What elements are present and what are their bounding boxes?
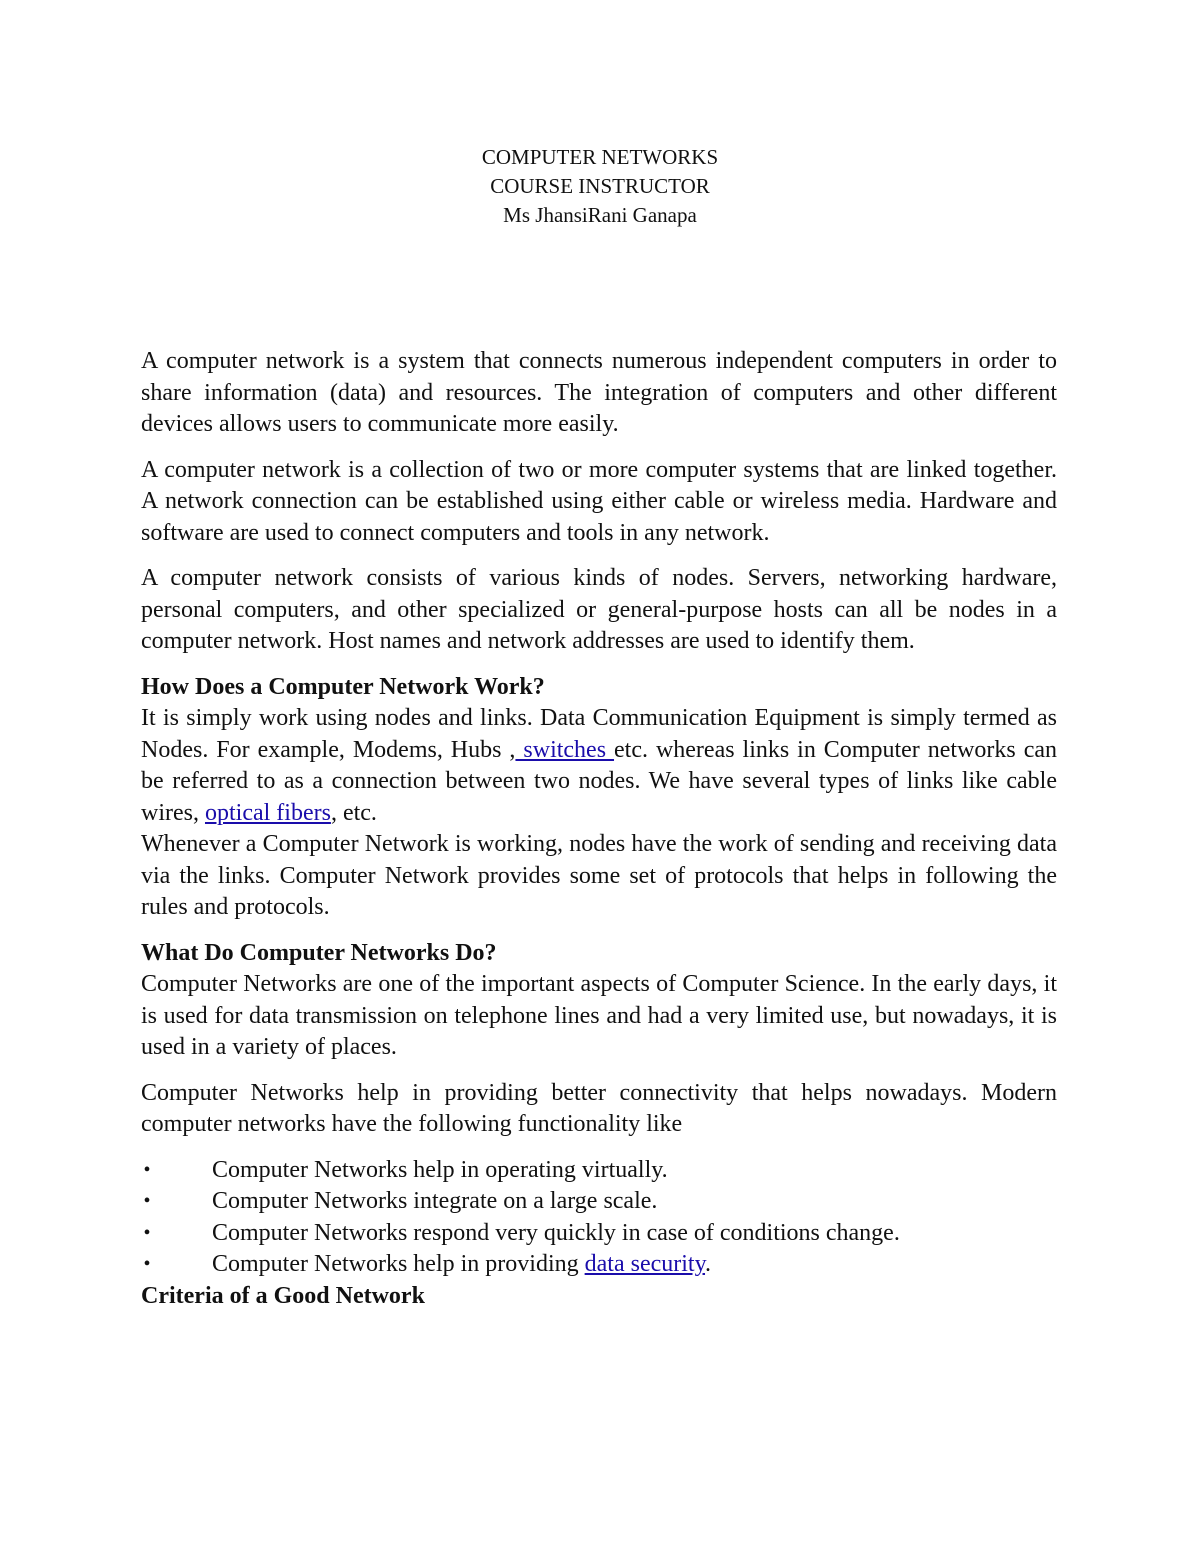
list-item-text: Computer Networks help in operating virtually. xyxy=(212,1156,668,1183)
bullet-icon: • xyxy=(143,1190,151,1212)
list-item xyxy=(141,1186,1057,1218)
switches-link[interactable]: switches xyxy=(515,736,615,763)
bullet-icon: • xyxy=(143,1221,151,1244)
title-block xyxy=(0,143,1200,230)
bullet-icon: • xyxy=(143,1253,151,1275)
bullet-icon: • xyxy=(143,1158,151,1181)
what-do-paragraph-1: Computer Networks are one of the important aspects of Computer Science. In the early days, it is used for data transmission on telephone lines and had a very limited use, but nowadays, it is used in a variety of places. xyxy=(141,971,1057,1060)
text-span: It is simply work using nodes and links. Data Communication Equipment is simply termed as Nodes. For example, Modems, Hubs , xyxy=(141,705,1057,763)
data-security-link[interactable]: data security xyxy=(584,1251,706,1277)
instructor-label: COURSE INSTRUCTOR xyxy=(490,174,710,198)
optical-fibers-link[interactable]: optical fibers xyxy=(204,799,331,826)
section-heading-how-work: How Does a Computer Network Work? xyxy=(141,673,545,700)
list-item xyxy=(141,1218,1057,1250)
intro-paragraph-3: A computer network consists of various kinds of nodes. Servers, networking hardware, personal computers, and other specialized or general-purpose hosts can all be nodes in a computer network. Host names and network addresses are used to identify them. xyxy=(141,565,1057,654)
list-item-text: Computer Networks respond very quickly in case of conditions change. xyxy=(212,1219,900,1246)
what-do-paragraph-2: Computer Networks help in providing better connectivity that helps nowadays. Modern computer networks have the following functionality like xyxy=(141,1079,1057,1137)
list-item-text: Computer Networks help in providing xyxy=(212,1251,585,1277)
list-item xyxy=(141,1249,1057,1281)
course-title: COMPUTER NETWORKS xyxy=(481,145,719,169)
functionality-list xyxy=(141,1155,1057,1281)
text-span: etc. whereas links in Computer networks can be referred to as a connection between two nodes. We have several types of links like cable wires, xyxy=(141,736,1057,826)
text-span: . xyxy=(705,1251,712,1277)
instructor-name: Ms JhansiRani Ganapa xyxy=(503,203,697,227)
how-work-paragraph-2: Whenever a Computer Network is working, nodes have the work of sending and receiving data via the links. Computer Network provides some set of protocols that helps in following the rules and protocols. xyxy=(141,831,1057,920)
intro-paragraph-2: A computer network is a collection of two or more computer systems that are linked together. A network connection can be established using either cable or wireless media. Hardware and software are used to connect computers and tools in any network. xyxy=(141,456,1057,546)
document-body xyxy=(141,346,1057,1312)
text-span: , etc. xyxy=(330,799,377,826)
list-item xyxy=(141,1155,1057,1187)
list-item-text: Computer Networks integrate on a large scale. xyxy=(212,1188,658,1214)
how-work-paragraph-1 xyxy=(141,703,1057,829)
section-heading-criteria: Criteria of a Good Network xyxy=(141,1282,425,1309)
intro-paragraph-1: A computer network is a system that connects numerous independent computers in order to share information (data) and resources. The integration of computers and other different devices allows users to communicate more easily. xyxy=(141,348,1057,437)
section-heading-what-do: What Do Computer Networks Do? xyxy=(141,939,497,966)
